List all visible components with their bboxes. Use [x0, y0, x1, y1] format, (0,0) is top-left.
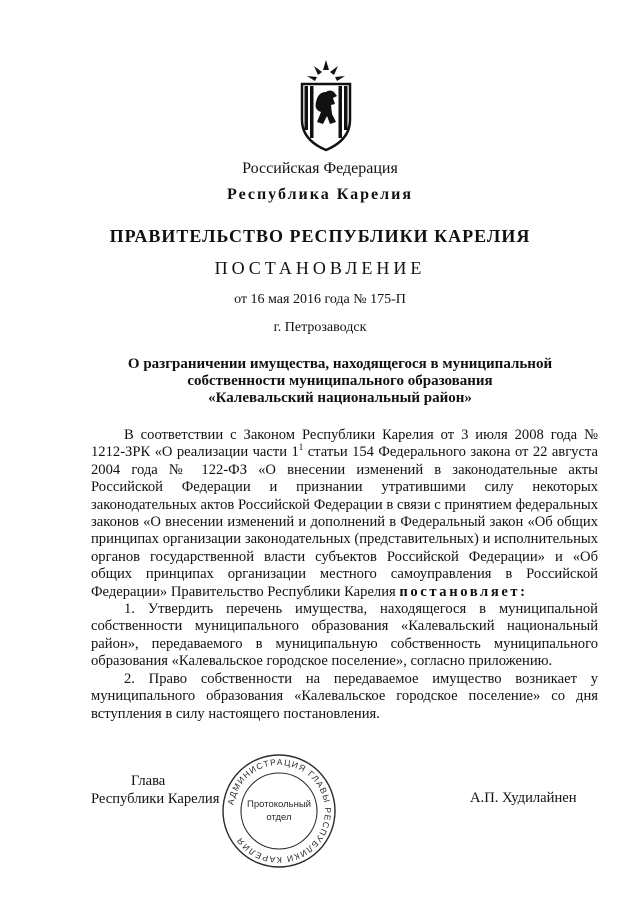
- republic-name: Республика Карелия: [227, 186, 413, 203]
- clause-2-paragraph: 2. Право собственности на передаваемое имущество возникает у муниципального образования «Калевальское городское поселение» со дня вступления в силу настоящего постановления.: [91, 670, 598, 722]
- country-name: Российская Федерация: [242, 160, 398, 177]
- stamp-ring-text: АДМИНИСТРАЦИЯ ГЛАВЫ РЕСПУБЛИКИ КАРЕЛИЯ: [225, 756, 334, 866]
- document-type: ПОСТАНОВЛЕНИЕ: [214, 258, 426, 278]
- title-line: собственности муниципального образования: [187, 373, 493, 389]
- document-title: [90, 356, 590, 407]
- signatory-title-line2: Республики Карелия: [91, 791, 220, 807]
- signatory-title: [91, 772, 219, 808]
- document-city: г. Петрозаводск: [273, 320, 367, 335]
- preamble-text-start: В соответствии с Законом Республики Карелия от 3 июля 2008 года № 1212-ЗРК «О реализации части 1: [91, 427, 598, 461]
- resolves-word: постановляет:: [399, 583, 528, 600]
- title-line: «Калевальский национальный район»: [208, 390, 472, 406]
- karelia-coat-of-arms-icon: [296, 58, 356, 154]
- document-body: [91, 427, 598, 723]
- government-heading: ПРАВИТЕЛЬСТВО РЕСПУБЛИКИ КАРЕЛИЯ: [109, 226, 531, 246]
- stamp-inner-line2: отдел: [266, 812, 292, 823]
- title-line: О разграничении имущества, находящегося в муниципальной: [127, 356, 553, 372]
- official-stamp: [220, 752, 338, 870]
- document-date-number: от 16 мая 2016 года № 175-П: [234, 292, 406, 307]
- preamble-text-end: статьи 154 Федерального закона от 22 августа 2004 года № 122-ФЗ «О внесении изменений в законодательные акты Российской Федерации и признании утратившими силу некоторых законодательных актов Российской Федерации в связи с принятием федеральных законов «О внесении изменений и дополнений в Федеральный закон «Об общих принципах организации законодательных (представительных) и исполнительных органов государственной власти субъектов Российской Федерации» и «Об общих принципах организации местного самоуправления в Российской Федерации» Правительство Республики Карелия: [91, 444, 598, 600]
- preamble-paragraph: [91, 427, 598, 601]
- stamp-inner-line1: Протокольный: [247, 799, 311, 810]
- signatory-name: А.П. Худилайнен: [470, 790, 577, 806]
- clause-1-paragraph: 1. Утвердить перечень имущества, находящегося в муниципальной собственности муниципального образования «Калевальский национальный район», передаваемого в муниципальную собственность муниципального образования «Калевальское городское поселение», согласно приложению.: [91, 601, 598, 670]
- superscript: 1: [298, 442, 304, 453]
- signatory-title-line1: Глава: [131, 773, 166, 789]
